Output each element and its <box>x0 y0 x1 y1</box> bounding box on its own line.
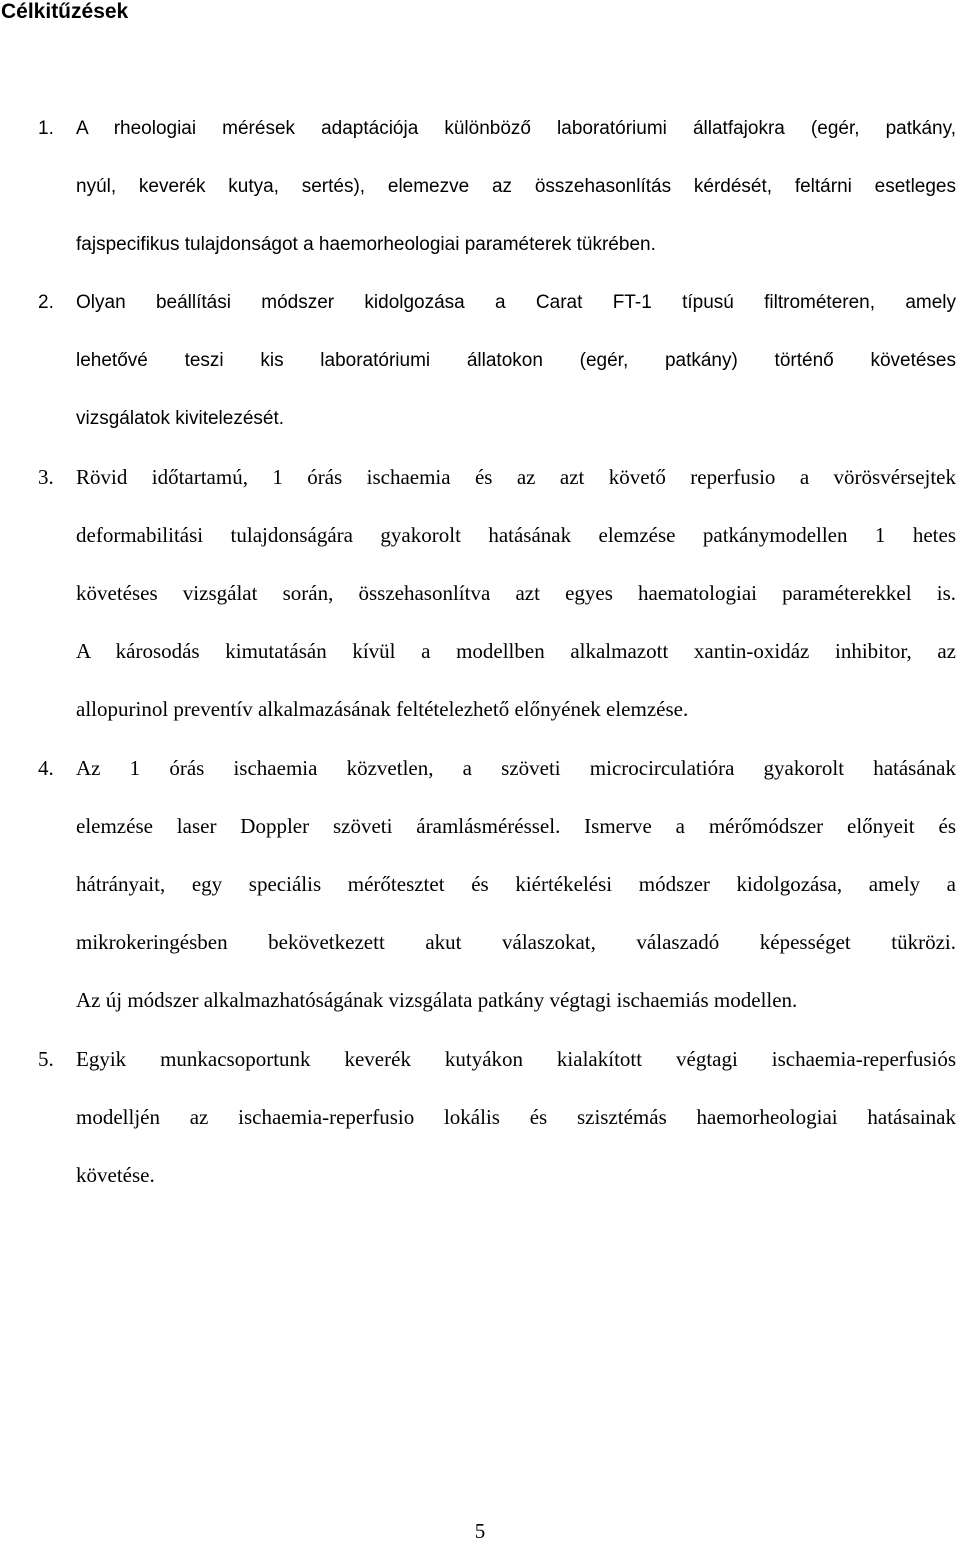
list-item-text <box>76 100 956 274</box>
text-line: nyúl, keverék kutya, sertés), elemezve az összehasonlítás kérdését, feltárni esetleges <box>76 176 956 197</box>
text-line: Egyik munkacsoportunk keverék kutyákon kialakított végtagi ischaemia-reperfusiós <box>76 1047 956 1071</box>
text-line: fajspecifikus tulajdonságot a haemorheologiai paraméterek tükrében. <box>76 234 656 255</box>
text-line: A rheologiai mérések adaptációja különböző laboratóriumi állatfajokra (egér, patkány, <box>76 118 956 139</box>
text-line: allopurinol preventív alkalmazásának feltételezhető előnyének elemzése. <box>76 697 689 721</box>
text-line: Az új módszer alkalmazhatóságának vizsgálata patkány végtagi ischaemiás modellen. <box>76 988 798 1012</box>
text-line: deformabilitási tulajdonságára gyakorolt hatásának elemzése patkánymodellen 1 hetes <box>76 523 956 547</box>
text-line: elemzése laser Doppler szöveti áramlásméréssel. Ismerve a mérőmódszer előnyeit és <box>76 814 956 838</box>
text-line: Rövid időtartamú, 1 órás ischaemia és az azt követő reperfusio a vörösvérsejtek <box>76 465 956 489</box>
text-line: követése. <box>76 1163 155 1187</box>
text-line: A károsodás kimutatásán kívül a modellben alkalmazott xantin-oxidáz inhibitor, az <box>76 639 956 663</box>
text-line: Az 1 órás ischaemia közvetlen, a szöveti microcirculatióra gyakorolt hatásának <box>76 756 956 780</box>
page-number: 5 <box>474 1519 486 1543</box>
text-line: Olyan beállítási módszer kidolgozása a Carat FT-1 típusú filtrométeren, amely <box>76 292 956 313</box>
text-line: lehetővé teszi kis laboratóriumi állatokon (egér, patkány) történő követéses <box>76 350 956 371</box>
list-item-number: 2. <box>38 292 54 313</box>
list-item-number: 1. <box>38 118 54 139</box>
list-item-text <box>76 1030 956 1204</box>
list-item-number: 4. <box>38 756 54 780</box>
text-line: vizsgálatok kivitelezését. <box>76 408 285 429</box>
list-item-text <box>76 448 956 738</box>
list-item-text <box>76 274 956 448</box>
list-item-number: 3. <box>38 465 54 489</box>
page-title: Célkitűzések <box>1 0 129 23</box>
list-item-text <box>76 739 956 1029</box>
text-line: követéses vizsgálat során, összehasonlítva azt egyes haematologiai paraméterekkel is. <box>76 581 956 605</box>
list-item-number: 5. <box>38 1047 54 1071</box>
text-line: modelljén az ischaemia-reperfusio lokális és szisztémás haemorheologiai hatásainak <box>76 1105 956 1129</box>
text-line: mikrokeringésben bekövetkezett akut válaszokat, válaszadó képességet tükrözi. <box>76 930 956 954</box>
text-line: hátrányait, egy speciális mérőtesztet és kiértékelési módszer kidolgozása, amely a <box>76 872 956 896</box>
